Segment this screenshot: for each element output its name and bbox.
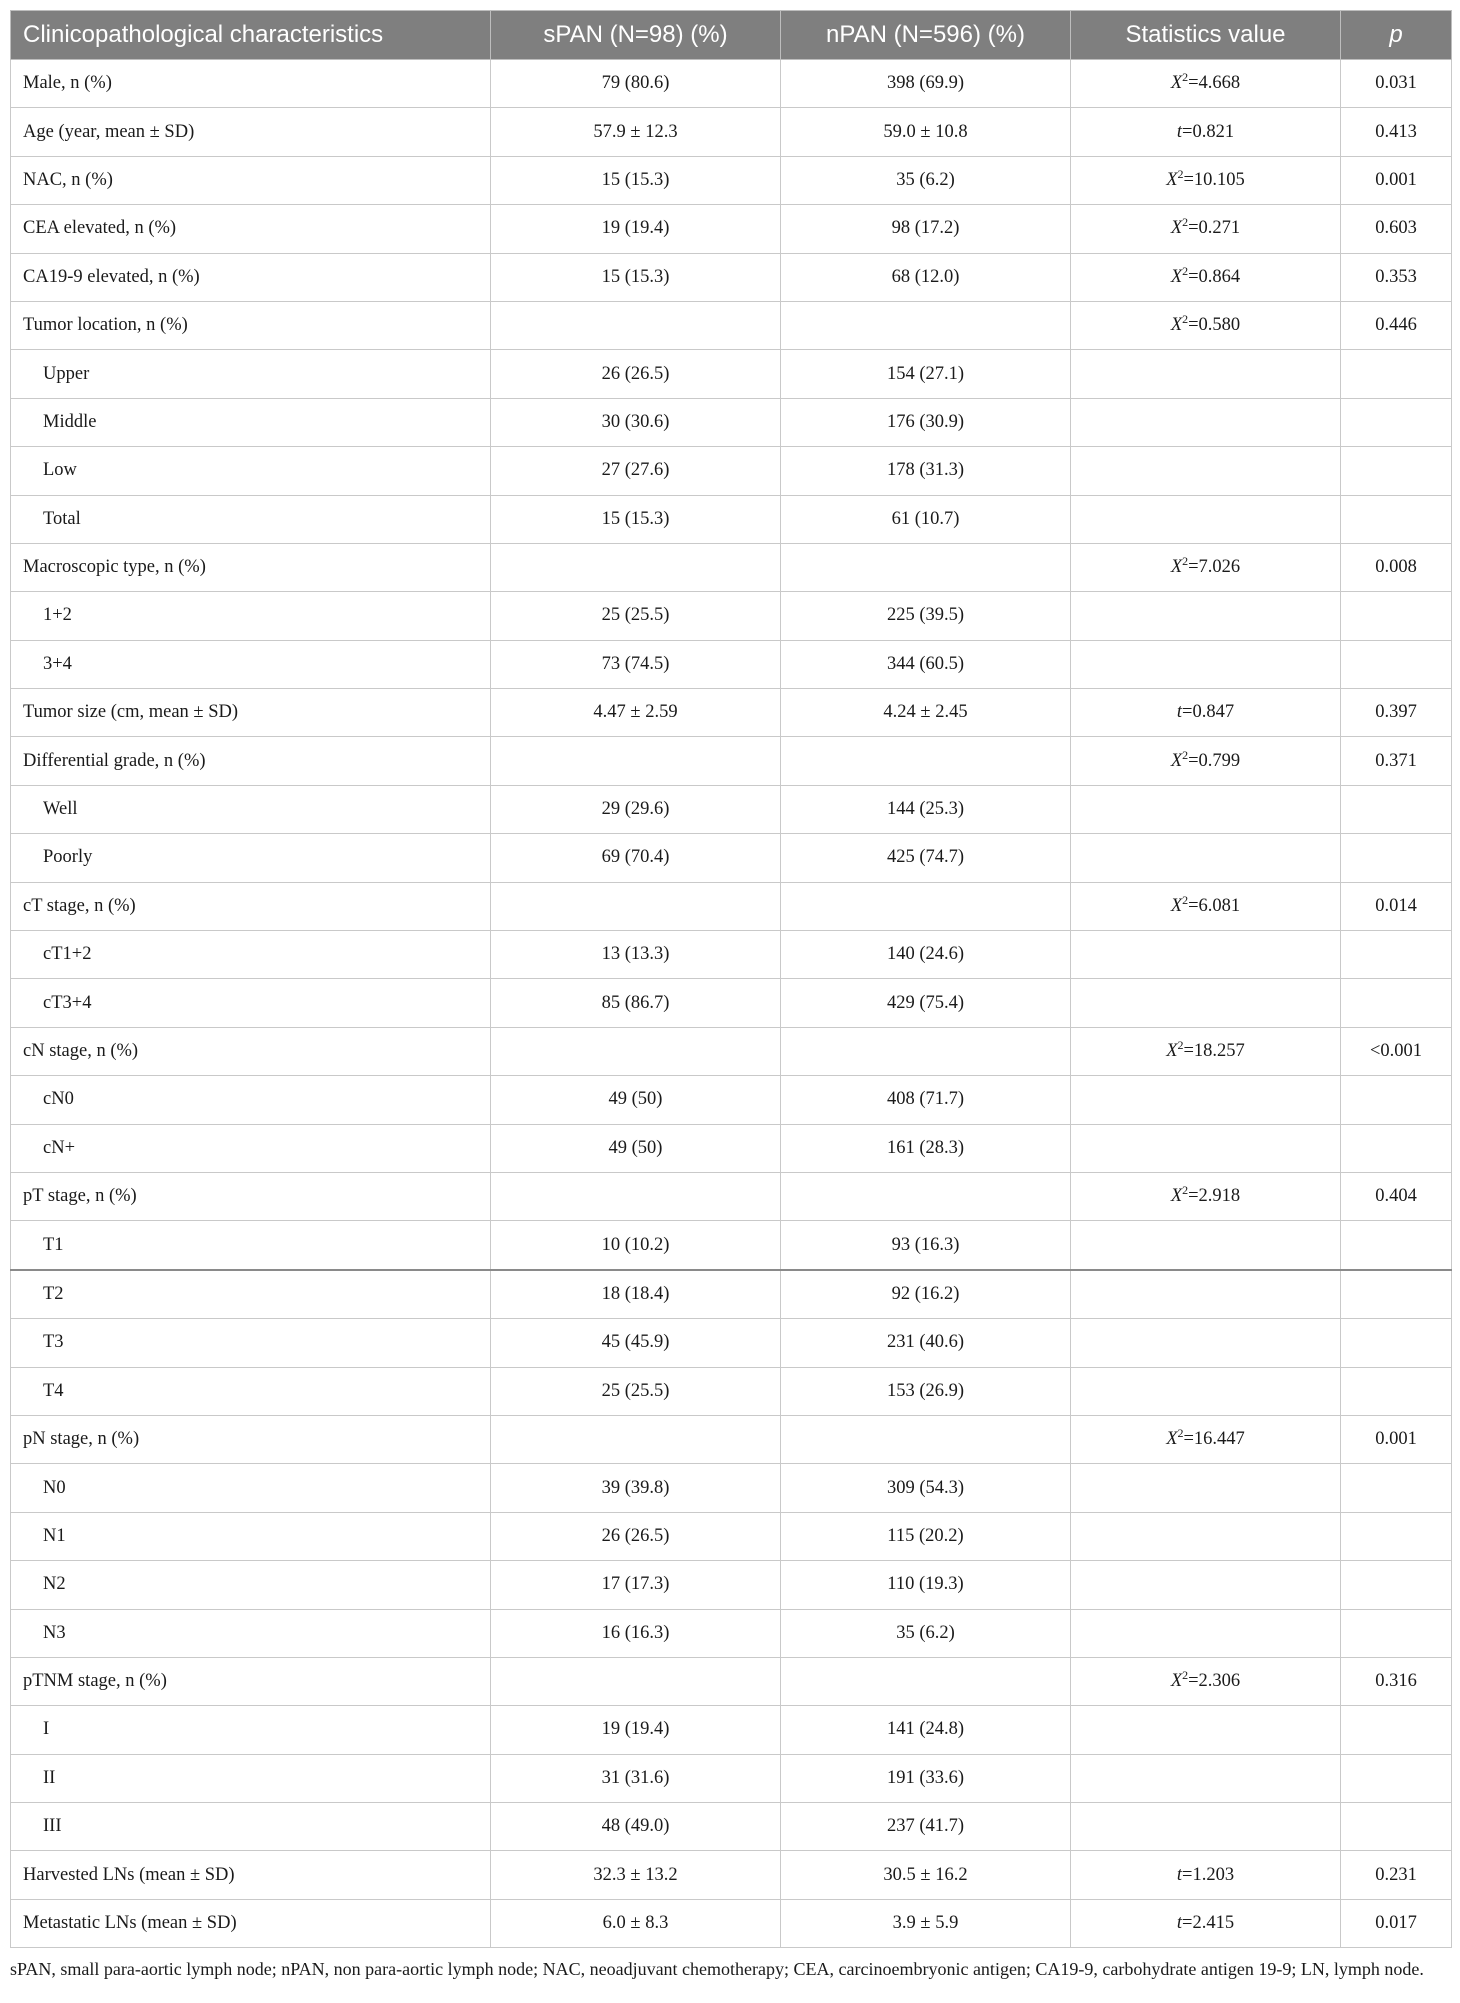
p-value	[1341, 1754, 1452, 1802]
statistics-value	[1071, 1609, 1341, 1657]
row-label: cN+	[11, 1124, 491, 1172]
row-label: pTNM stage, n (%)	[11, 1657, 491, 1705]
statistics-value	[1071, 1803, 1341, 1851]
p-value: 0.397	[1341, 689, 1452, 737]
table-row	[11, 447, 1452, 495]
table-row	[11, 640, 1452, 688]
span-value: 18 (18.4)	[491, 1270, 781, 1319]
statistic-symbol: X	[1170, 266, 1183, 287]
row-label: Metastatic LNs (mean ± SD)	[11, 1899, 491, 1947]
span-value: 16 (16.3)	[491, 1609, 781, 1657]
statistics-value	[1071, 398, 1341, 446]
statistic-number: =7.026	[1188, 557, 1241, 578]
span-value: 57.9 ± 12.3	[491, 108, 781, 156]
p-value: 0.603	[1341, 205, 1452, 253]
span-value	[491, 737, 781, 785]
row-label: Harvested LNs (mean ± SD)	[11, 1851, 491, 1899]
table-row	[11, 1851, 1452, 1899]
npan-value: 4.24 ± 2.45	[781, 689, 1071, 737]
statistic-number: =0.864	[1188, 266, 1241, 287]
statistics-value	[1071, 1415, 1341, 1463]
p-value	[1341, 495, 1452, 543]
span-value: 4.47 ± 2.59	[491, 689, 781, 737]
statistics-value	[1071, 737, 1341, 785]
span-value: 13 (13.3)	[491, 931, 781, 979]
table-footnote: sPAN, small para-aortic lymph node; nPAN, non para-aortic lymph node; NAC, neoadjuvant chemotherapy; CEA, carcinoembryonic antigen; CA19-9, carbohydrate antigen 19-9; LN, lymph node.	[10, 1959, 1424, 1980]
p-value: 0.231	[1341, 1851, 1452, 1899]
span-value	[491, 1027, 781, 1075]
table-row	[11, 398, 1452, 446]
npan-value: 237 (41.7)	[781, 1803, 1071, 1851]
statistics-value	[1071, 1221, 1341, 1270]
span-value: 17 (17.3)	[491, 1561, 781, 1609]
statistics-value	[1071, 640, 1341, 688]
npan-value: 59.0 ± 10.8	[781, 108, 1071, 156]
statistics-value	[1071, 1319, 1341, 1367]
p-value: <0.001	[1341, 1027, 1452, 1075]
statistic-symbol: X	[1166, 169, 1178, 190]
statistics-value	[1071, 1027, 1341, 1075]
npan-value: 398 (69.9)	[781, 60, 1071, 108]
statistics-value	[1071, 253, 1341, 301]
npan-value: 140 (24.6)	[781, 931, 1071, 979]
span-value: 69 (70.4)	[491, 834, 781, 882]
npan-value: 115 (20.2)	[781, 1512, 1071, 1560]
table-row	[11, 301, 1452, 349]
p-value: 0.001	[1341, 156, 1452, 204]
statistic-symbol: X	[1166, 1041, 1178, 1061]
statistics-value	[1071, 1899, 1341, 1947]
npan-value: 425 (74.7)	[781, 834, 1071, 882]
p-value	[1341, 398, 1452, 446]
span-value: 15 (15.3)	[491, 253, 781, 301]
statistic-superscript: 2	[1182, 1667, 1189, 1682]
header-npan: nPAN (N=596) (%)	[781, 11, 1071, 60]
statistics-value	[1071, 1172, 1341, 1220]
statistics-value	[1071, 301, 1341, 349]
table-row	[11, 1609, 1452, 1657]
table-row	[11, 592, 1452, 640]
span-value: 32.3 ± 13.2	[491, 1851, 781, 1899]
p-value	[1341, 1124, 1452, 1172]
statistic-symbol: t	[1176, 702, 1183, 723]
table-row	[11, 1367, 1452, 1415]
npan-value: 309 (54.3)	[781, 1464, 1071, 1512]
statistic-symbol: X	[1170, 557, 1183, 578]
npan-value: 176 (30.9)	[781, 398, 1071, 446]
header-row	[11, 11, 1452, 60]
p-value: 0.031	[1341, 60, 1452, 108]
statistics-value	[1071, 495, 1341, 543]
statistic-symbol: t	[1176, 121, 1183, 142]
table-row	[11, 1221, 1452, 1270]
statistic-number: =2.415	[1182, 1913, 1235, 1934]
statistic-number: =16.447	[1183, 1429, 1245, 1450]
statistic-symbol: X	[1170, 895, 1183, 916]
p-value	[1341, 931, 1452, 979]
row-label: CA19-9 elevated, n (%)	[11, 253, 491, 301]
npan-value	[781, 1657, 1071, 1705]
p-value	[1341, 1221, 1452, 1270]
npan-value: 344 (60.5)	[781, 640, 1071, 688]
table-row	[11, 1754, 1452, 1802]
p-value	[1341, 1609, 1452, 1657]
header-statistics: Statistics value	[1071, 11, 1341, 60]
span-value: 26 (26.5)	[491, 1512, 781, 1560]
table-row	[11, 1899, 1452, 1947]
npan-value: 178 (31.3)	[781, 447, 1071, 495]
table-row	[11, 205, 1452, 253]
npan-value: 35 (6.2)	[781, 156, 1071, 204]
statistic-superscript: 2	[1182, 892, 1189, 907]
row-label: Low	[11, 447, 491, 495]
p-value	[1341, 1367, 1452, 1415]
npan-value	[781, 543, 1071, 591]
row-label: Poorly	[11, 834, 491, 882]
p-value	[1341, 447, 1452, 495]
statistics-value	[1071, 1512, 1341, 1560]
npan-value: 98 (17.2)	[781, 205, 1071, 253]
table-row	[11, 1076, 1452, 1124]
row-label: cT stage, n (%)	[11, 882, 491, 930]
npan-value: 61 (10.7)	[781, 495, 1071, 543]
p-value: 0.404	[1341, 1172, 1452, 1220]
row-label: Age (year, mean ± SD)	[11, 108, 491, 156]
statistic-superscript: 2	[1182, 311, 1189, 326]
span-value: 6.0 ± 8.3	[491, 1899, 781, 1947]
span-value: 85 (86.7)	[491, 979, 781, 1027]
p-value	[1341, 1464, 1452, 1512]
p-value	[1341, 592, 1452, 640]
p-value	[1341, 1803, 1452, 1851]
statistics-value	[1071, 931, 1341, 979]
table-row	[11, 689, 1452, 737]
span-value: 15 (15.3)	[491, 495, 781, 543]
p-value: 0.001	[1341, 1415, 1452, 1463]
row-label: N1	[11, 1512, 491, 1560]
table-row	[11, 834, 1452, 882]
table-row	[11, 1319, 1452, 1367]
statistic-symbol: X	[1170, 218, 1183, 239]
p-value: 0.014	[1341, 882, 1452, 930]
statistic-superscript: 2	[1182, 263, 1189, 278]
statistic-superscript: 2	[1182, 747, 1189, 762]
p-value	[1341, 1706, 1452, 1754]
row-label: Male, n (%)	[11, 60, 491, 108]
span-value: 19 (19.4)	[491, 205, 781, 253]
statistic-number: =1.203	[1182, 1864, 1235, 1885]
table-row	[11, 495, 1452, 543]
p-value	[1341, 640, 1452, 688]
row-label: cN0	[11, 1076, 491, 1124]
table-row	[11, 1657, 1452, 1705]
statistics-value	[1071, 1076, 1341, 1124]
table-row	[11, 1415, 1452, 1463]
npan-value: 153 (26.9)	[781, 1367, 1071, 1415]
statistics-value	[1071, 1706, 1341, 1754]
table-row	[11, 1270, 1452, 1319]
table-row	[11, 979, 1452, 1027]
npan-value: 68 (12.0)	[781, 253, 1071, 301]
statistic-number: =18.257	[1183, 1041, 1245, 1061]
p-value	[1341, 1270, 1452, 1319]
span-value: 49 (50)	[491, 1124, 781, 1172]
statistic-number: =2.918	[1188, 1186, 1241, 1207]
row-label: Differential grade, n (%)	[11, 737, 491, 785]
span-value: 49 (50)	[491, 1076, 781, 1124]
statistics-value	[1071, 205, 1341, 253]
table-row	[11, 1027, 1452, 1075]
row-label: Well	[11, 785, 491, 833]
npan-value	[781, 882, 1071, 930]
statistics-value	[1071, 447, 1341, 495]
statistic-symbol: X	[1170, 1186, 1183, 1207]
row-label: pT stage, n (%)	[11, 1172, 491, 1220]
span-value: 27 (27.6)	[491, 447, 781, 495]
statistic-superscript: 2	[1177, 166, 1184, 181]
row-label: II	[11, 1754, 491, 1802]
table-row	[11, 1706, 1452, 1754]
row-label: N2	[11, 1561, 491, 1609]
header-characteristics: Clinicopathological characteristics	[11, 11, 491, 60]
p-value	[1341, 785, 1452, 833]
statistic-superscript: 2	[1182, 70, 1189, 85]
statistic-number: =0.799	[1188, 750, 1241, 771]
statistic-superscript: 2	[1182, 1183, 1189, 1198]
statistic-symbol: t	[1176, 1864, 1183, 1885]
npan-value: 429 (75.4)	[781, 979, 1071, 1027]
npan-value: 231 (40.6)	[781, 1319, 1071, 1367]
p-value	[1341, 1561, 1452, 1609]
table-container	[10, 10, 1451, 1982]
statistic-number: =0.271	[1188, 218, 1241, 239]
row-label: T1	[11, 1221, 491, 1270]
npan-value	[781, 1172, 1071, 1220]
span-value: 10 (10.2)	[491, 1221, 781, 1270]
table-row	[11, 1464, 1452, 1512]
statistics-value	[1071, 350, 1341, 398]
statistic-number: =4.668	[1188, 73, 1241, 94]
statistic-number: =0.847	[1182, 702, 1235, 723]
p-value: 0.413	[1341, 108, 1452, 156]
statistics-value	[1071, 592, 1341, 640]
statistics-value	[1071, 1851, 1341, 1899]
table-body	[11, 60, 1452, 1948]
table-row	[11, 253, 1452, 301]
p-value	[1341, 834, 1452, 882]
p-value	[1341, 979, 1452, 1027]
statistic-superscript: 2	[1182, 215, 1189, 230]
p-value	[1341, 1076, 1452, 1124]
table-row	[11, 156, 1452, 204]
row-label: T4	[11, 1367, 491, 1415]
npan-value: 110 (19.3)	[781, 1561, 1071, 1609]
npan-value: 154 (27.1)	[781, 350, 1071, 398]
npan-value: 141 (24.8)	[781, 1706, 1071, 1754]
statistics-value	[1071, 1367, 1341, 1415]
p-value	[1341, 1319, 1452, 1367]
statistics-value	[1071, 60, 1341, 108]
p-value: 0.008	[1341, 543, 1452, 591]
row-label: 3+4	[11, 640, 491, 688]
statistic-number: =0.580	[1188, 315, 1241, 336]
row-label: III	[11, 1803, 491, 1851]
span-value	[491, 1172, 781, 1220]
table-row	[11, 1512, 1452, 1560]
statistic-number: =6.081	[1188, 895, 1241, 916]
row-label: Tumor location, n (%)	[11, 301, 491, 349]
p-value	[1341, 350, 1452, 398]
row-label: T2	[11, 1270, 491, 1319]
npan-value: 191 (33.6)	[781, 1754, 1071, 1802]
table-row	[11, 882, 1452, 930]
statistics-value	[1071, 1124, 1341, 1172]
row-label: NAC, n (%)	[11, 156, 491, 204]
table-row	[11, 931, 1452, 979]
table-row	[11, 1803, 1452, 1851]
table-row	[11, 543, 1452, 591]
statistic-symbol: X	[1166, 1429, 1178, 1450]
span-value: 31 (31.6)	[491, 1754, 781, 1802]
statistics-value	[1071, 108, 1341, 156]
npan-value	[781, 301, 1071, 349]
npan-value: 408 (71.7)	[781, 1076, 1071, 1124]
p-value: 0.353	[1341, 253, 1452, 301]
statistics-value	[1071, 1657, 1341, 1705]
statistics-value	[1071, 882, 1341, 930]
statistic-symbol: X	[1170, 73, 1183, 94]
statistic-superscript: 2	[1177, 1425, 1184, 1440]
p-value: 0.446	[1341, 301, 1452, 349]
statistic-superscript: 2	[1182, 553, 1189, 568]
row-label: Macroscopic type, n (%)	[11, 543, 491, 591]
statistic-symbol: t	[1176, 1913, 1183, 1934]
statistic-number: =0.821	[1182, 121, 1235, 142]
span-value: 25 (25.5)	[491, 592, 781, 640]
span-value: 45 (45.9)	[491, 1319, 781, 1367]
span-value	[491, 301, 781, 349]
span-value: 79 (80.6)	[491, 60, 781, 108]
npan-value	[781, 737, 1071, 785]
npan-value	[781, 1415, 1071, 1463]
npan-value: 30.5 ± 16.2	[781, 1851, 1071, 1899]
table-row	[11, 1172, 1452, 1220]
row-label: Total	[11, 495, 491, 543]
table-row	[11, 60, 1452, 108]
p-value: 0.371	[1341, 737, 1452, 785]
statistics-value	[1071, 785, 1341, 833]
header-span: sPAN (N=98) (%)	[491, 11, 781, 60]
row-label: Middle	[11, 398, 491, 446]
statistics-value	[1071, 979, 1341, 1027]
statistics-value	[1071, 543, 1341, 591]
span-value: 39 (39.8)	[491, 1464, 781, 1512]
row-label: cT1+2	[11, 931, 491, 979]
npan-value	[781, 1027, 1071, 1075]
table-row	[11, 737, 1452, 785]
statistics-value	[1071, 1464, 1341, 1512]
span-value: 25 (25.5)	[491, 1367, 781, 1415]
span-value: 30 (30.6)	[491, 398, 781, 446]
npan-value: 35 (6.2)	[781, 1609, 1071, 1657]
span-value	[491, 1415, 781, 1463]
statistic-symbol: X	[1170, 750, 1183, 771]
span-value: 48 (49.0)	[491, 1803, 781, 1851]
row-label: 1+2	[11, 592, 491, 640]
statistic-symbol: X	[1170, 315, 1183, 336]
p-value: 0.017	[1341, 1899, 1452, 1947]
npan-value: 92 (16.2)	[781, 1270, 1071, 1319]
row-label: CEA elevated, n (%)	[11, 205, 491, 253]
statistics-value	[1071, 1270, 1341, 1319]
statistics-value	[1071, 689, 1341, 737]
span-value	[491, 882, 781, 930]
span-value: 19 (19.4)	[491, 1706, 781, 1754]
span-value: 29 (29.6)	[491, 785, 781, 833]
npan-value: 225 (39.5)	[781, 592, 1071, 640]
table-row	[11, 108, 1452, 156]
table-row	[11, 1124, 1452, 1172]
row-label: cT3+4	[11, 979, 491, 1027]
statistic-symbol: X	[1170, 1671, 1183, 1692]
span-value: 26 (26.5)	[491, 350, 781, 398]
span-value: 73 (74.5)	[491, 640, 781, 688]
row-label: cN stage, n (%)	[11, 1027, 491, 1075]
table-row	[11, 1561, 1452, 1609]
span-value	[491, 543, 781, 591]
statistic-superscript: 2	[1177, 1037, 1184, 1052]
npan-value: 93 (16.3)	[781, 1221, 1071, 1270]
npan-value: 144 (25.3)	[781, 785, 1071, 833]
statistic-number: =10.105	[1183, 169, 1245, 190]
row-label: I	[11, 1706, 491, 1754]
npan-value: 161 (28.3)	[781, 1124, 1071, 1172]
span-value: 15 (15.3)	[491, 156, 781, 204]
row-label: Upper	[11, 350, 491, 398]
row-label: Tumor size (cm, mean ± SD)	[11, 689, 491, 737]
row-label: N0	[11, 1464, 491, 1512]
statistics-value	[1071, 1754, 1341, 1802]
row-label: T3	[11, 1319, 491, 1367]
span-value	[491, 1657, 781, 1705]
row-label: N3	[11, 1609, 491, 1657]
table-header	[11, 11, 1452, 60]
statistic-number: =2.306	[1188, 1671, 1241, 1692]
statistics-value	[1071, 1561, 1341, 1609]
row-label: pN stage, n (%)	[11, 1415, 491, 1463]
table-row	[11, 785, 1452, 833]
table-row	[11, 350, 1452, 398]
npan-value: 3.9 ± 5.9	[781, 1899, 1071, 1947]
statistics-value	[1071, 834, 1341, 882]
p-value	[1341, 1512, 1452, 1560]
p-value: 0.316	[1341, 1657, 1452, 1705]
header-p: p	[1341, 11, 1452, 60]
clinicopathological-table	[10, 10, 1452, 1948]
statistics-value	[1071, 156, 1341, 204]
